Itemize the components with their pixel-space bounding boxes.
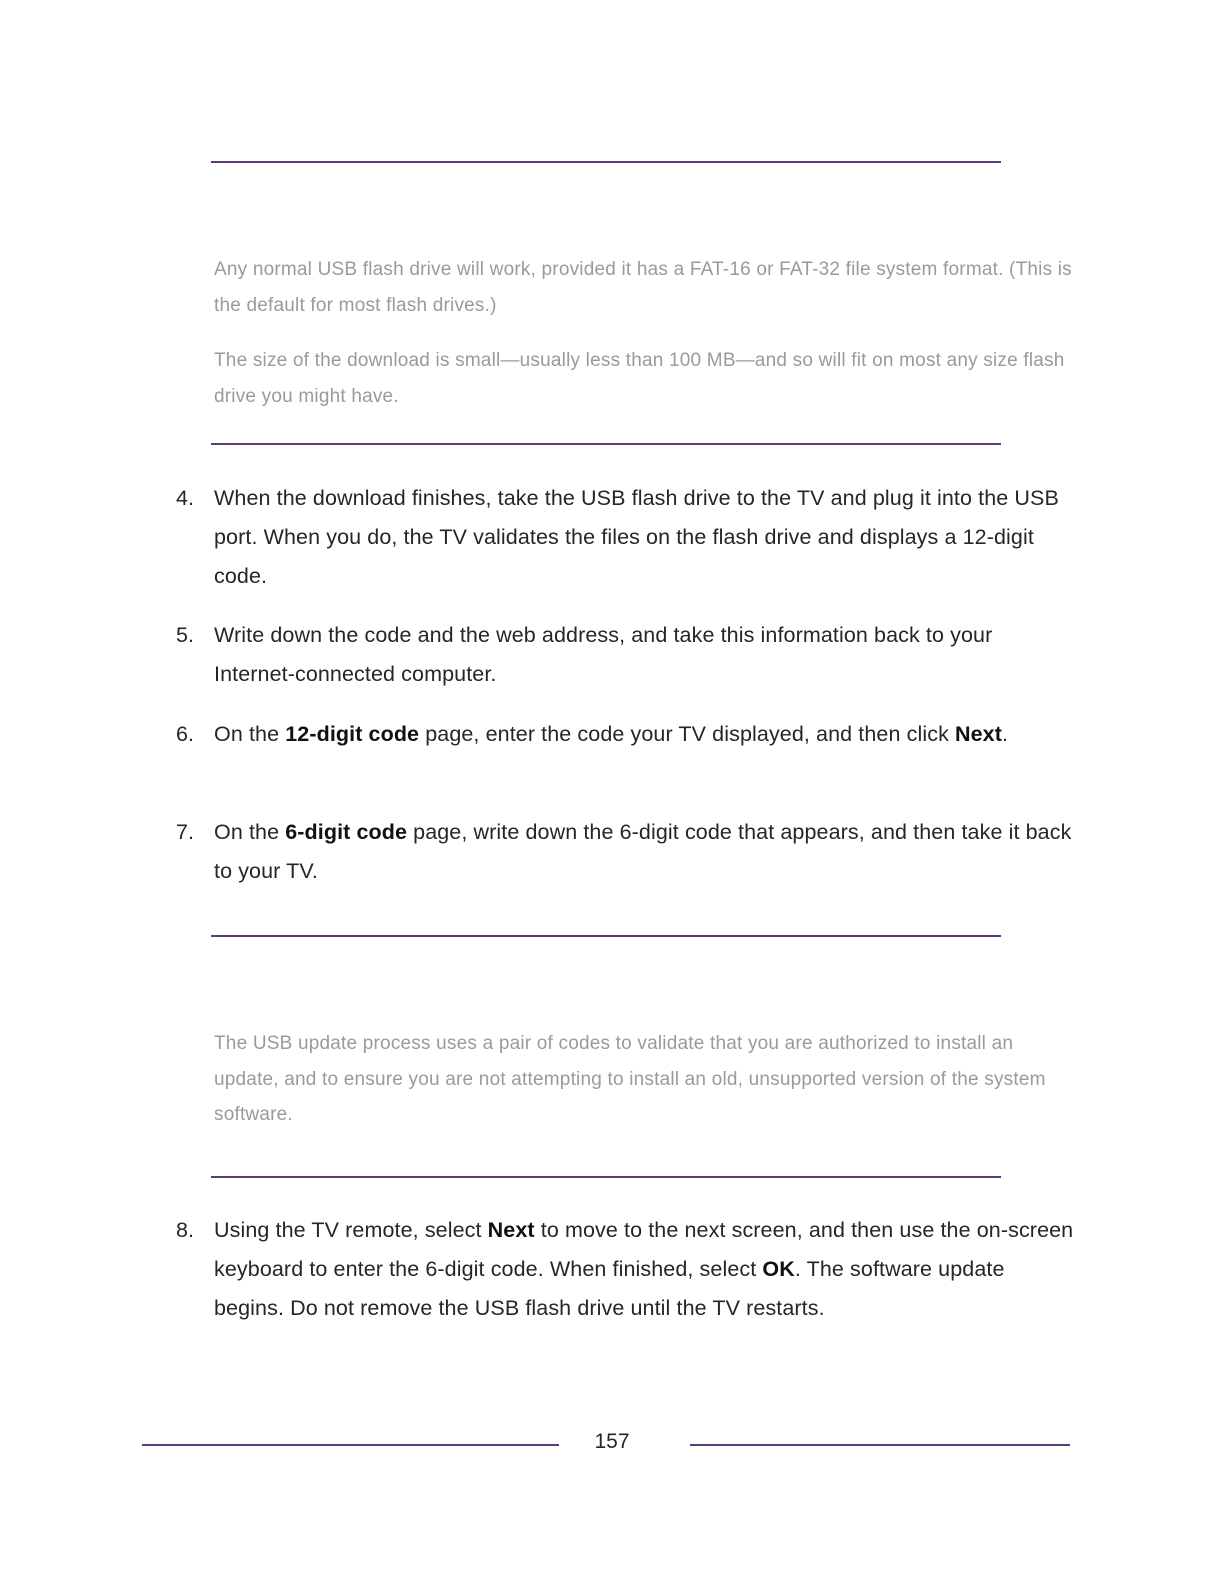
step-text: On the 12-digit code page, enter the code your TV displayed, and then click Next. (214, 722, 1009, 746)
list-item-step-8 (176, 1211, 1076, 1328)
footer-rule-right (690, 1444, 1070, 1446)
note-bottom-rule (211, 443, 1001, 445)
step-text: Write down the code and the web address, and take this information back to your Internet-connected computer. (214, 623, 993, 686)
ui-label-ok: OK (762, 1257, 795, 1281)
step-text: Using the TV remote, select Next to move to the next screen, and then use the on-screen keyboard to enter the 6-digit code. When finished, select OK. The software update begins. Do not remove the USB flash drive until the TV restarts. (214, 1218, 1074, 1320)
step-number: 8. (176, 1218, 195, 1242)
note-paragraph: Any normal USB flash drive will work, provided it has a FAT-16 or FAT-32 file system format. (This is the default for most flash drives.) (214, 259, 1072, 316)
step-text: When the download finishes, take the USB flash drive to the TV and plug it into the USB port. When you do, the TV validates the files on the flash drive and displays a 12-digit code. (214, 486, 1059, 588)
ui-label-6-digit-code: 6-digit code (285, 820, 408, 844)
list-item-step-7 (176, 813, 1076, 891)
ui-label-next: Next (487, 1218, 535, 1242)
ui-label-12-digit-code: 12-digit code (285, 722, 420, 746)
list-item-step-6 (176, 715, 1076, 754)
note-paragraph: The USB update process uses a pair of codes to validate that you are authorized to install an update, and to ensure you are not attempting to install an old, unsupported version of the system software. (214, 1033, 1046, 1125)
note-paragraph: The size of the download is small—usually less than 100 MB—and so will fit on most any size flash drive you might have. (214, 350, 1065, 407)
step-text: On the 6-digit code page, write down the 6-digit code that appears, and then take it back to your TV. (214, 820, 1072, 883)
step-number: 6. (176, 722, 195, 746)
page-number: 157 (594, 1430, 630, 1453)
list-item-step-5 (176, 616, 1076, 694)
note-top-rule (211, 161, 1001, 163)
ui-label-next: Next (955, 722, 1003, 746)
note-top-rule (211, 935, 1001, 937)
list-item-step-4 (176, 479, 1076, 596)
note-box-usb-requirements (214, 252, 1074, 414)
step-number: 4. (176, 486, 195, 510)
note-bottom-rule (211, 1176, 1001, 1178)
step-number: 7. (176, 820, 195, 844)
note-box-code-validation (214, 1026, 1074, 1133)
step-number: 5. (176, 623, 195, 647)
